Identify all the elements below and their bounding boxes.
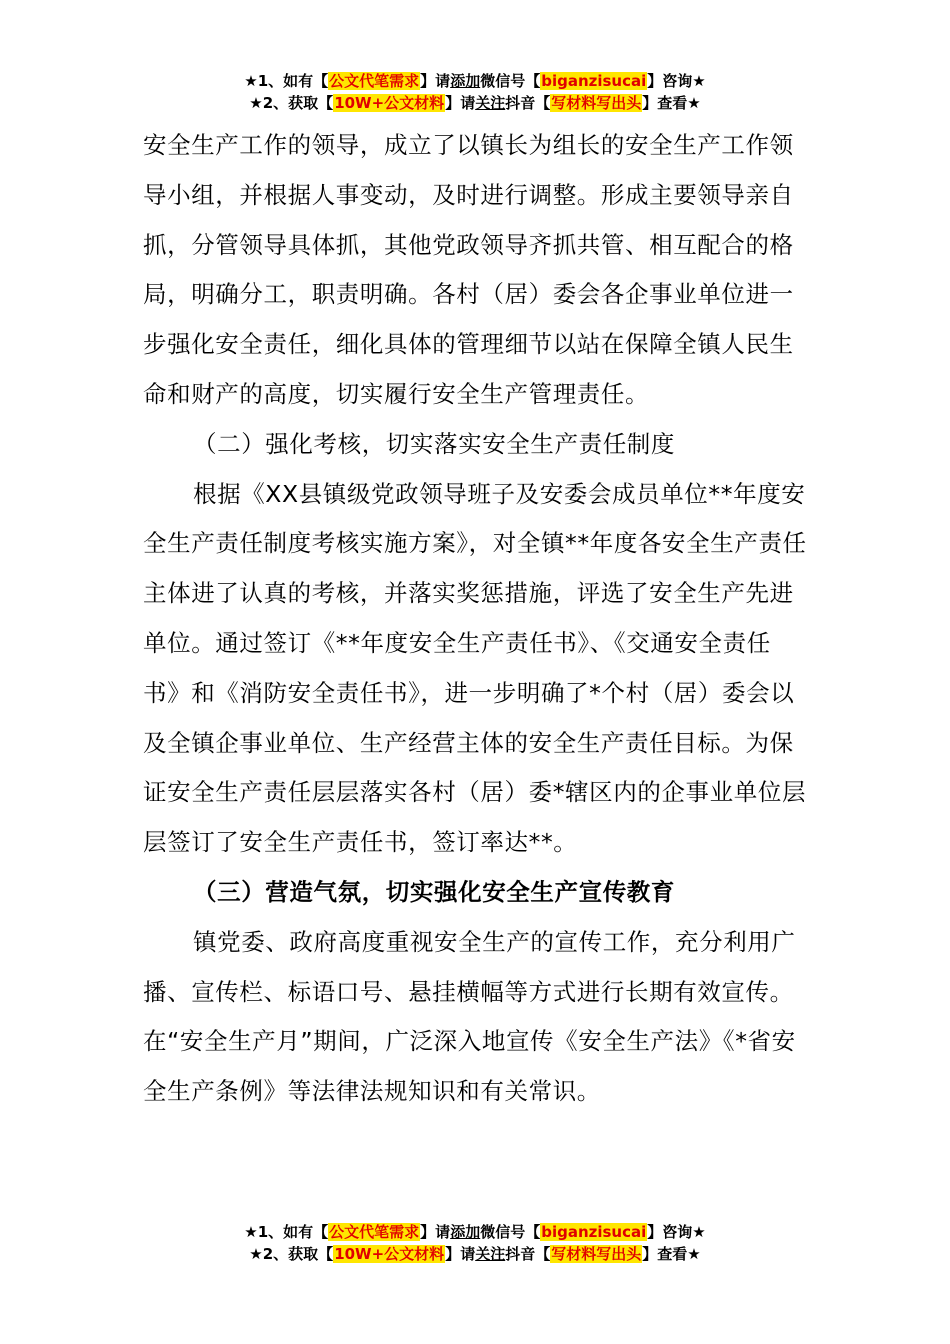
highlight-wechat-id: biganzisucai: [541, 72, 647, 90]
footer-ad-line-2: ★2、获取【10W+公文材料】请关注抖音【写材料写出头】查看★: [249, 1245, 701, 1263]
footer-ad-line-1: ★1、如有【公文代笔需求】请添加微信号【biganzisucai】咨询★: [244, 1223, 706, 1241]
highlight-materials: 10W+公文材料: [334, 1245, 445, 1263]
paragraph-leadership: 安全生产工作的领导，成立了以镇长为组长的安全生产工作领导小组，并根据人事变动，及时进行调整。形成主要领导亲自抓，分管领导具体抓，其他党政领导齐抓共管、相互配合的格局，明确分工，职责明确。各村（居）委会各企事业单位进一步强化安全责任，细化具体的管理细节以站在保障全镇人民生命和财产的高度，切实履行安全生产管理责任。: [143, 131, 794, 408]
section-heading-2: （二）强化考核，切实落实安全生产责任制度: [193, 429, 675, 458]
highlight-wechat-id: biganzisucai: [541, 1223, 647, 1241]
highlight-service: 公文代笔需求: [329, 72, 420, 90]
header-ad-line-2: ★2、获取【10W+公文材料】请关注抖音【写材料写出头】查看★: [249, 94, 701, 112]
header-ad-line-1: ★1、如有【公文代笔需求】请添加微信号【biganzisucai】咨询★: [244, 72, 706, 90]
document-body: [143, 121, 807, 1117]
paragraph-assessment: 根据《XX县镇级党政领导班子及安委会成员单位**年度安全生产责任制度考核实施方案》，对全镇**年度各安全生产责任主体进了认真的考核，并落实奖惩措施，评选了安全生产先进单位。通过签订《**年度安全生产责任书》、《交通安全责任书》和《消防安全责任书》，进一步明确了*个村（居）委会以及全镇企事业单位、生产经营主体的安全生产责任目标。为保证安全生产责任层层落实各村（居）委*辖区内的企事业单位层层签订了安全生产责任书，签订率达**。: [143, 479, 807, 857]
highlight-materials: 10W+公文材料: [334, 94, 445, 112]
footer-ad-banner: [0, 1221, 950, 1265]
highlight-service: 公文代笔需求: [329, 1223, 420, 1241]
section-heading-3: （三）营造气氛，切实强化安全生产宣传教育: [193, 877, 675, 906]
highlight-douyin-id: 写材料写出头: [551, 1245, 642, 1263]
paragraph-publicity: 镇党委、政府高度重视安全生产的宣传工作，充分利用广播、宣传栏、标语口号、悬挂横幅等方式进行长期有效宣传。在“安全生产月”期间，广泛深入地宣传《安全生产法》《*省安全生产条例》等法律法规知识和有关常识。: [143, 927, 796, 1106]
header-ad-banner: [0, 70, 950, 114]
highlight-douyin-id: 写材料写出头: [551, 94, 642, 112]
